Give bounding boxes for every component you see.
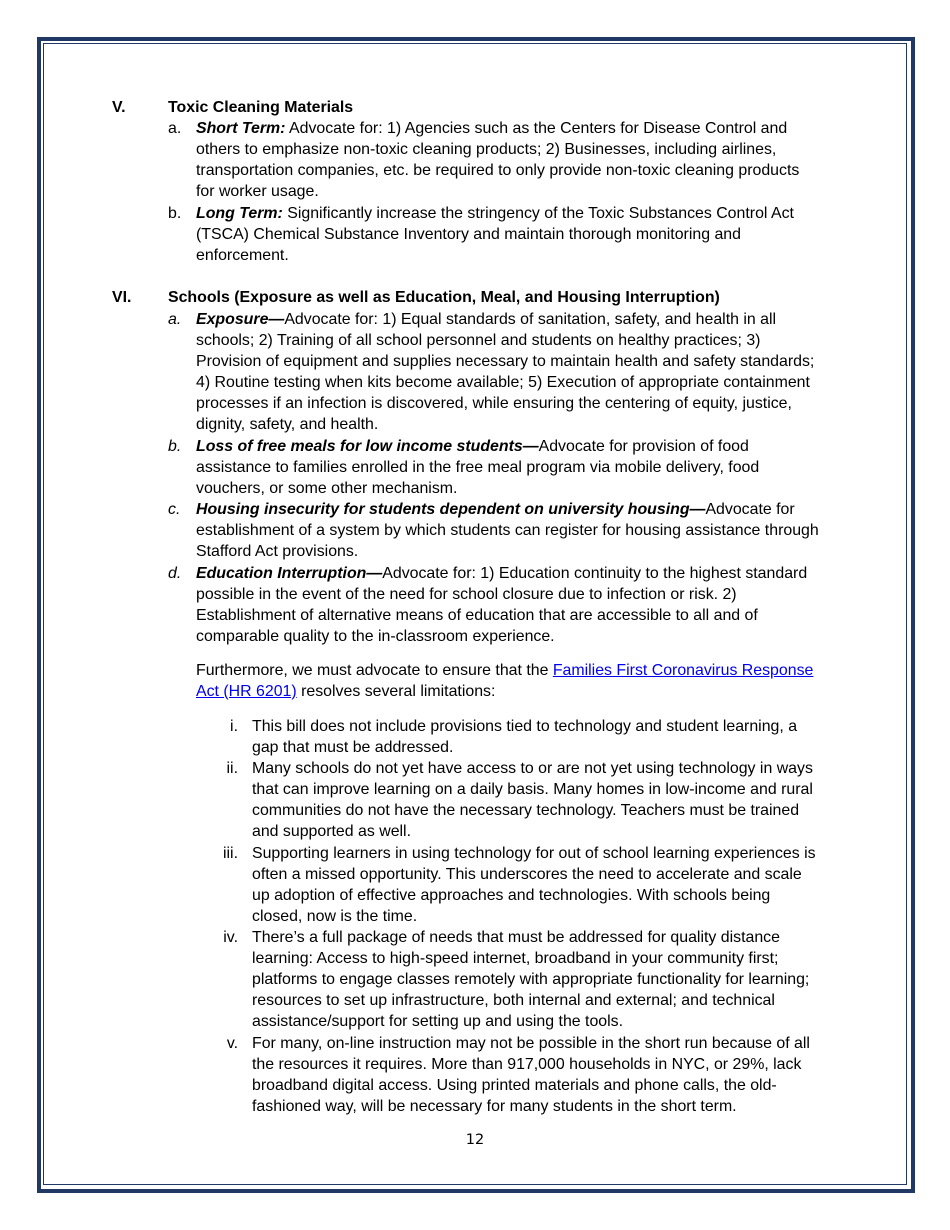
- section-v-title: Toxic Cleaning Materials: [168, 99, 354, 116]
- furthermore-intro: Furthermore, we must advocate to ensure that the: [196, 662, 553, 679]
- section-vi-item-b-label: Loss of free meals for low income students—: [196, 438, 539, 455]
- limitation-ii-marker: ii.: [226, 760, 238, 777]
- text-line: communities do not have the necessary technology. Teachers must be trained: [252, 802, 800, 819]
- text-line: closed, now is the time.: [252, 908, 418, 925]
- text-line: the resources it requires. More than 917,000 households in NYC, or 29%, lack: [252, 1056, 802, 1073]
- text-line: resources to set up infrastructure, both internal and external; and technical: [252, 992, 775, 1009]
- text-line: Advocate for: [705, 501, 795, 518]
- section-v-item-a-label: Short Term:: [196, 120, 286, 137]
- text-line: gap that must be addressed.: [252, 739, 454, 756]
- limitation-ii: [252, 758, 868, 842]
- text-line: that can improve learning on a daily basis. Many homes in low-income and rural: [252, 781, 813, 798]
- section-v-item-a: [196, 118, 868, 202]
- text-line: Many schools do not yet have access to or are not yet using technology in ways: [252, 760, 813, 777]
- limitation-v: [252, 1033, 868, 1117]
- section-vi-item-d-label: Education Interruption—: [196, 565, 383, 582]
- text-line: (TSCA) Chemical Substance Inventory and maintain thorough monitoring and: [196, 226, 741, 243]
- text-line: For many, on-line instruction may not be possible in the short run because of all: [252, 1035, 810, 1052]
- section-vi-item-a-label: Exposure—: [196, 311, 285, 328]
- text-line: broadband digital access. Using printed materials and phone calls, the old-: [252, 1077, 777, 1094]
- text-line: platforms to engage classes remotely with appropriate functionality for learning;: [252, 971, 810, 988]
- text-line: comparable quality to the in-classroom experience.: [196, 628, 555, 645]
- section-vi-item-c: [196, 499, 868, 562]
- furthermore-outro: resolves several limitations:: [296, 683, 496, 700]
- limitation-iii-marker: iii.: [222, 845, 238, 862]
- text-line: Supporting learners in using technology for out of school learning experiences is: [252, 845, 816, 862]
- text-line: schools; 2) Training of all school personnel and students on healthy practices; 3): [196, 332, 761, 349]
- text-line: assistance to families enrolled in the free meal program via mobile delivery, food: [196, 459, 760, 476]
- text-line: possible in the event of the need for school closure due to infection or risk. 2): [196, 586, 737, 603]
- section-v-item-b-label: Long Term:: [196, 205, 283, 222]
- section-v-number: V.: [112, 99, 126, 116]
- section-vi-item-a: [196, 309, 868, 435]
- text-line: assistance/support for setting up and using the tools.: [252, 1013, 624, 1030]
- limitation-i: [252, 716, 868, 758]
- section-v-item-b-marker: b.: [168, 205, 182, 222]
- section-vi-number: VI.: [112, 289, 132, 306]
- limitation-v-marker: v.: [226, 1035, 238, 1052]
- furthermore-paragraph: [196, 660, 868, 702]
- section-vi-item-c-label: Housing insecurity for students dependent on university housing—: [196, 501, 706, 518]
- text-line: learning: Access to high-speed internet, broadband in your community first;: [252, 950, 779, 967]
- section-v-item-a-marker: a.: [168, 120, 182, 137]
- limitation-iii: [252, 843, 868, 927]
- text-line: processes if an infection is discovered, while ensuring the centering of equity, justice,: [196, 395, 792, 412]
- section-v-item-b: [196, 203, 868, 266]
- families-first-act-link-cont[interactable]: Act (HR 6201): [196, 683, 297, 700]
- text-line: and supported as well.: [252, 823, 412, 840]
- section-vi-item-d: [196, 563, 868, 647]
- text-line: Advocate for: 1) Agencies such as the Centers for Disease Control and: [285, 120, 788, 137]
- text-line: Significantly increase the stringency of the Toxic Substances Control Act: [282, 205, 794, 222]
- text-line: transportation companies, etc. be required to only provide non-toxic cleaning products: [196, 162, 800, 179]
- text-line: Stafford Act provisions.: [196, 543, 359, 560]
- text-line: often a missed opportunity. This underscores the need to accelerate and scale: [252, 866, 802, 883]
- text-line: fashioned way, will be necessary for many students in the short term.: [252, 1098, 737, 1115]
- section-vi-item-a-marker: a.: [168, 311, 182, 328]
- limitation-i-marker: i.: [230, 718, 238, 735]
- text-line: Advocate for provision of food: [538, 438, 749, 455]
- text-line: vouchers, or some other mechanism.: [196, 480, 458, 497]
- text-line: Advocate for: 1) Education continuity to the highest standard: [382, 565, 808, 582]
- text-line: This bill does not include provisions tied to technology and student learning, a: [252, 718, 798, 735]
- section-vi-item-b: [196, 436, 868, 499]
- text-line: dignity, safety, and health.: [196, 416, 379, 433]
- page-number: 12: [465, 1132, 485, 1148]
- text-line: Advocate for: 1) Equal standards of sanitation, safety, and health in all: [284, 311, 777, 328]
- text-line: 4) Routine testing when kits become available; 5) Execution of appropriate containment: [196, 374, 810, 391]
- section-vi-item-b-marker: b.: [168, 438, 182, 455]
- text-line: others to emphasize non-toxic cleaning products; 2) Businesses, including airlines,: [196, 141, 777, 158]
- section-vi-title: Schools (Exposure as well as Education, Meal, and Housing Interruption): [168, 289, 720, 306]
- section-vi-item-c-marker: c.: [168, 501, 181, 518]
- section-vi-item-d-marker: d.: [168, 565, 182, 582]
- families-first-act-link[interactable]: Families First Coronavirus Response: [552, 662, 814, 679]
- text-line: There’s a full package of needs that must be addressed for quality distance: [252, 929, 780, 946]
- limitation-iv-marker: iv.: [223, 929, 238, 946]
- text-line: up adoption of effective approaches and technologies. With schools being: [252, 887, 771, 904]
- limitation-iv: [252, 927, 868, 1032]
- text-line: enforcement.: [196, 247, 289, 264]
- text-line: establishment of a system by which students can register for housing assistance through: [196, 522, 819, 539]
- text-line: Establishment of alternative means of education that are accessible to all and of: [196, 607, 758, 624]
- text-line: for worker usage.: [196, 183, 319, 200]
- text-line: Provision of equipment and supplies necessary to maintain health and safety standards;: [196, 353, 815, 370]
